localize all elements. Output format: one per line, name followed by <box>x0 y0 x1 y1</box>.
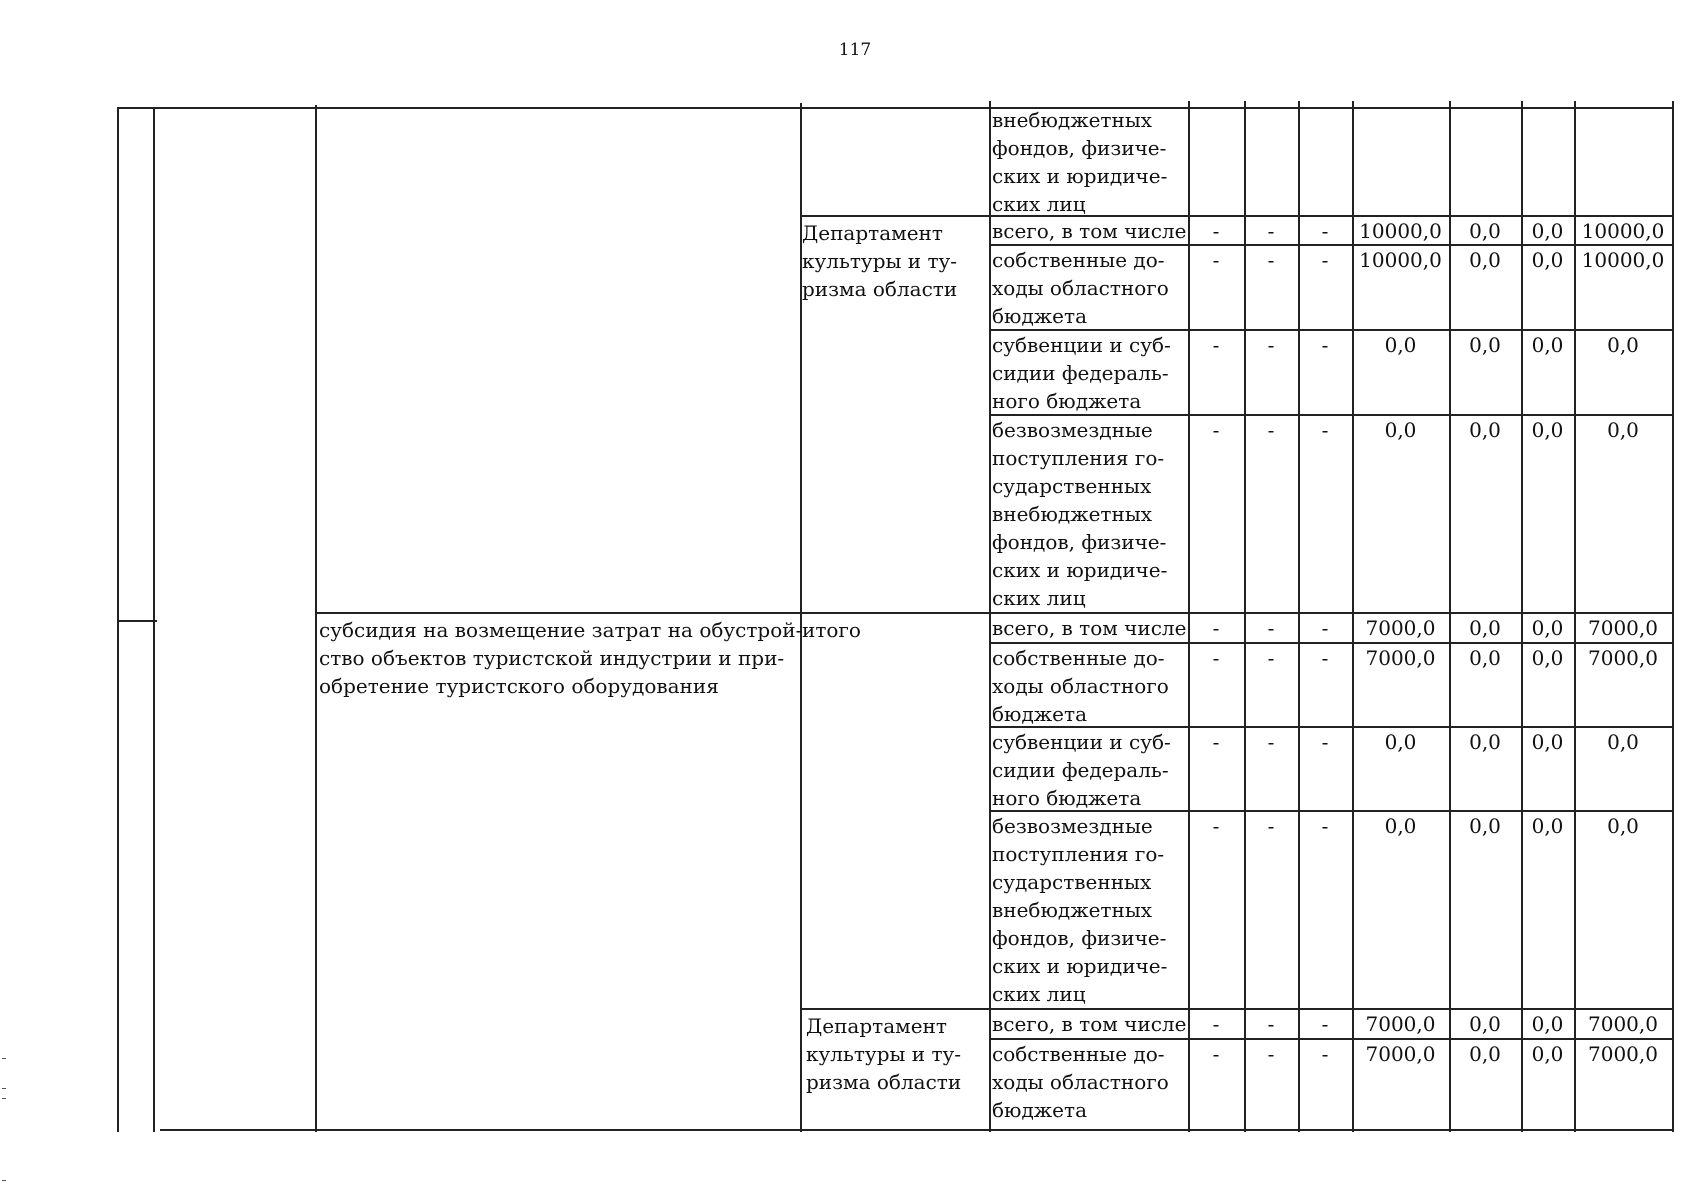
source-cell: субвенции и суб- сидии федераль- ного бюджета <box>992 333 1171 413</box>
value-cell: - <box>1267 418 1275 442</box>
value-cell: - <box>1267 248 1275 272</box>
value-cell: - <box>1321 418 1329 442</box>
source-cell-continued: внебюджетных фондов, физиче- ских и юридиче- ских лиц <box>992 108 1168 216</box>
value-cell: 0,0 <box>1469 646 1501 670</box>
value-cell: - <box>1212 616 1220 640</box>
value-cell: - <box>1212 1042 1220 1066</box>
value-cell: 0,0 <box>1469 219 1501 243</box>
left-row-divider <box>117 620 157 622</box>
value-cell: 7000,0 <box>1588 616 1658 640</box>
value-cell: 0,0 <box>1469 1012 1501 1036</box>
value-cell: 0,0 <box>1531 1042 1564 1066</box>
value-cell: 0,0 <box>1607 418 1639 442</box>
value-cell: - <box>1321 730 1329 754</box>
value-cell: 0,0 <box>1531 248 1564 272</box>
value-cell: 0,0 <box>1531 814 1564 838</box>
value-cell: - <box>1267 814 1275 838</box>
source-cell: безвозмездные поступления го- сударственных внебюджетных фондов, физиче- ских и юридиче- ских лиц <box>992 814 1168 1006</box>
scan-mark <box>2 1180 6 1181</box>
source-cell: всего, в том числе <box>992 616 1187 640</box>
value-cell: 0,0 <box>1607 814 1639 838</box>
value-cell: 0,0 <box>1607 333 1639 357</box>
value-cell: 0,0 <box>1384 730 1417 754</box>
scan-mark <box>2 1098 6 1099</box>
value-cell: 0,0 <box>1384 333 1417 357</box>
col-border-4 <box>989 101 991 1132</box>
value-cell: 10000,0 <box>1359 248 1442 272</box>
value-cell: - <box>1267 1012 1275 1036</box>
value-cell: 0,0 <box>1384 814 1417 838</box>
value-cell: - <box>1321 646 1329 670</box>
value-cell: - <box>1267 333 1275 357</box>
value-cell: 0,0 <box>1531 1012 1564 1036</box>
value-cell: 0,0 <box>1469 248 1501 272</box>
value-cell: - <box>1321 219 1329 243</box>
value-cell: - <box>1267 616 1275 640</box>
value-cell: 7000,0 <box>1588 646 1658 670</box>
value-cell: 0,0 <box>1531 730 1564 754</box>
value-cell: - <box>1267 219 1275 243</box>
value-cell: 0,0 <box>1469 730 1501 754</box>
value-cell: 10000,0 <box>1359 219 1442 243</box>
value-cell: - <box>1321 333 1329 357</box>
value-cell: - <box>1212 1012 1220 1036</box>
value-cell: 7000,0 <box>1365 616 1436 640</box>
page-number: 117 <box>838 40 872 60</box>
value-cell: - <box>1321 616 1329 640</box>
value-cell: 10000,0 <box>1581 248 1665 272</box>
value-cell: 0,0 <box>1469 418 1501 442</box>
scan-mark <box>2 1088 6 1089</box>
value-cell: 0,0 <box>1531 616 1564 640</box>
value-cell: - <box>1321 1042 1329 1066</box>
value-cell: 7000,0 <box>1365 1012 1436 1036</box>
itogo-cell: итого <box>802 618 861 642</box>
value-cell: - <box>1212 646 1220 670</box>
value-cell: - <box>1212 730 1220 754</box>
scan-mark <box>2 1058 6 1059</box>
source-cell: безвозмездные поступления го- сударственных внебюджетных фондов, физиче- ских и юридиче- ских лиц <box>992 418 1168 610</box>
value-cell: - <box>1321 1012 1329 1036</box>
value-cell: - <box>1212 333 1220 357</box>
value-cell: - <box>1267 1042 1275 1066</box>
section-divider <box>315 612 801 614</box>
value-cell: - <box>1212 418 1220 442</box>
value-cell: 0,0 <box>1531 219 1564 243</box>
value-cell: 0,0 <box>1531 418 1564 442</box>
source-cell: собственные до- ходы областного бюджета <box>992 1042 1169 1122</box>
source-cell: собственные до- ходы областного бюджета <box>992 248 1169 328</box>
value-cell: 10000,0 <box>1581 219 1665 243</box>
value-cell: - <box>1212 814 1220 838</box>
value-cell: - <box>1321 248 1329 272</box>
value-cell: - <box>1267 730 1275 754</box>
dept-divider-top <box>800 215 990 217</box>
value-cell: 0,0 <box>1531 333 1564 357</box>
value-cell: 0,0 <box>1469 814 1501 838</box>
value-cell: 7000,0 <box>1365 646 1436 670</box>
value-cell: 0,0 <box>1469 1042 1501 1066</box>
value-cell: - <box>1321 814 1329 838</box>
source-cell: субвенции и суб- сидии федераль- ного бюджета <box>992 730 1171 810</box>
value-cell: 0,0 <box>1469 616 1501 640</box>
table-bottom-border <box>160 1129 1672 1131</box>
dept-divider-bottom <box>800 1008 990 1010</box>
value-cell: 7000,0 <box>1588 1012 1658 1036</box>
value-cell: 7000,0 <box>1588 1042 1658 1066</box>
itogo-divider <box>800 612 990 614</box>
value-cell: 0,0 <box>1531 646 1564 670</box>
value-cell: 7000,0 <box>1365 1042 1436 1066</box>
department-cell: Департамент культуры и ту- ризма области <box>802 221 958 301</box>
col-border-num-7 <box>1672 101 1674 1132</box>
col-border-2 <box>315 105 317 1132</box>
value-cell: 0,0 <box>1384 418 1417 442</box>
value-cell: - <box>1212 219 1220 243</box>
measure-name-cell: субсидия на возмещение затрат на обустрой- ство объектов туристской индустрии и при- обретение туристского оборудования <box>319 618 803 698</box>
value-cell: 0,0 <box>1607 730 1639 754</box>
source-cell: всего, в том числе <box>992 1012 1187 1036</box>
value-cell: 0,0 <box>1469 333 1501 357</box>
department-cell: Департамент культуры и ту- ризма области <box>806 1014 962 1094</box>
table-top-border <box>117 107 1672 109</box>
source-cell: всего, в том числе <box>992 219 1187 243</box>
source-cell: собственные до- ходы областного бюджета <box>992 646 1169 726</box>
value-cell: - <box>1267 646 1275 670</box>
value-cell: - <box>1212 248 1220 272</box>
